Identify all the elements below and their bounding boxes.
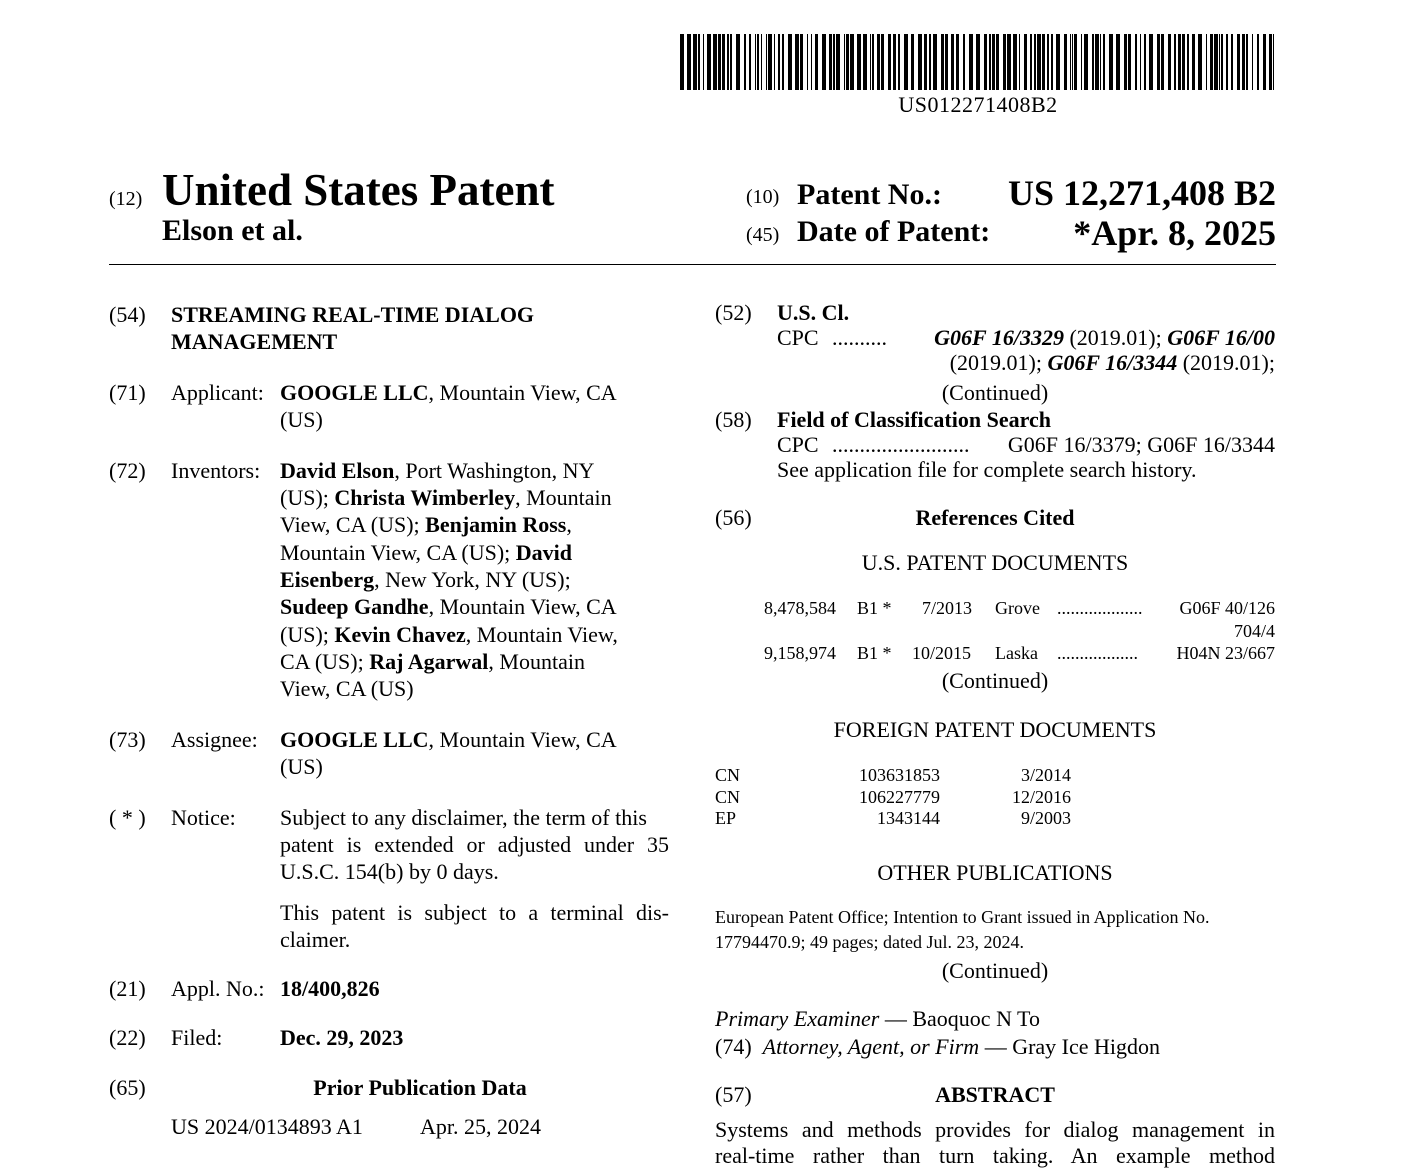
abstract-heading: ABSTRACT xyxy=(935,1082,1055,1107)
barcode-bar xyxy=(811,34,812,90)
inventors-line2 xyxy=(280,485,612,511)
patent-number: US 12,271,408 B2 xyxy=(1007,173,1276,213)
barcode-bar xyxy=(680,34,684,90)
barcode-bar xyxy=(1019,34,1020,90)
prior-publication-number: US 2024/0134893 A1 xyxy=(171,1114,363,1139)
us-ref-number: 9,158,974 xyxy=(764,643,836,663)
barcode-bar xyxy=(1231,34,1233,90)
barcode-bar xyxy=(984,34,987,90)
code-74: (74) xyxy=(715,1034,752,1059)
barcode-bar xyxy=(730,34,732,90)
header-rule xyxy=(109,264,1276,265)
barcode-bar xyxy=(1030,34,1032,90)
barcode-bar xyxy=(996,34,999,90)
search-dots: ......................... xyxy=(832,432,970,457)
us-cl-cpc-label: CPC xyxy=(777,325,819,350)
barcode-bar xyxy=(722,34,725,90)
document-title: United States Patent xyxy=(162,165,555,215)
notice-text-line3: U.S.C. 154(b) by 0 days. xyxy=(280,859,499,884)
applicant-line2: (US) xyxy=(280,407,323,432)
prior-publication-date: Apr. 25, 2024 xyxy=(420,1114,541,1139)
foreign-ref-number: 1343144 xyxy=(877,808,940,828)
barcode-bar xyxy=(757,34,759,90)
barcode-bar xyxy=(1072,34,1073,90)
other-publication-line2: 17794470.9; 49 pages; dated Jul. 23, 2024. xyxy=(715,932,1024,952)
barcode-bar xyxy=(1168,34,1171,90)
assignee-location: , Mountain View, CA xyxy=(428,727,617,752)
inventor-location: CA (US); xyxy=(280,649,370,674)
appl-no-label: Appl. No.: xyxy=(171,976,265,1001)
us-ref-class: H04N 23/667 xyxy=(1176,643,1275,663)
barcode-bar xyxy=(1084,34,1088,90)
inventor-name: Benjamin Ross xyxy=(425,512,567,537)
code-54: (54) xyxy=(109,302,146,327)
disclaimer-text-line1: This patent is subject to a terminal dis- xyxy=(280,900,669,925)
barcode-bar xyxy=(1257,34,1259,90)
cpc-version: (2019.01); xyxy=(1063,325,1168,350)
barcode-bar xyxy=(800,34,803,90)
barcode-bar xyxy=(1003,34,1006,90)
barcode-bar xyxy=(761,34,762,90)
barcode-bar xyxy=(1074,34,1077,90)
inventor-location: Mountain View, CA (US); xyxy=(280,540,516,565)
barcode-bar xyxy=(795,34,799,90)
code-10: (10) xyxy=(746,186,780,208)
attorney xyxy=(715,1034,1160,1060)
foreign-ref-country: EP xyxy=(715,808,737,828)
barcode-bar xyxy=(807,34,808,90)
code-21: (21) xyxy=(109,976,146,1001)
code-72: (72) xyxy=(109,458,146,483)
foreign-ref-country: CN xyxy=(715,765,741,785)
foreign-patent-docs-heading: FOREIGN PATENT DOCUMENTS xyxy=(833,717,1157,742)
us-cl-line2 xyxy=(950,350,1275,376)
barcode-bar xyxy=(1051,34,1053,90)
assignee-label: Assignee: xyxy=(171,727,258,752)
other-publications-heading: OTHER PUBLICATIONS xyxy=(877,860,1113,885)
applicant-location: , Mountain View, CA xyxy=(428,380,617,405)
barcode-number: US012271408B2 xyxy=(898,92,1058,117)
us-ref-kind: B1 * xyxy=(857,643,892,663)
other-publication-line1: European Patent Office; Intention to Grant issued in Application No. xyxy=(715,907,1210,927)
barcode-bar xyxy=(836,34,840,90)
code-65: (65) xyxy=(109,1075,146,1100)
barcode-bar xyxy=(1047,34,1049,90)
us-cl-dots: .......... xyxy=(832,325,887,350)
barcode-bar xyxy=(1252,34,1253,90)
assignee-name: GOOGLE LLC xyxy=(280,727,429,752)
barcode-bar xyxy=(924,34,927,90)
code-57: (57) xyxy=(715,1082,752,1107)
us-cl-line1 xyxy=(934,325,1275,351)
barcode-bar xyxy=(687,34,691,90)
barcode-bar xyxy=(1064,34,1067,90)
barcode-bar xyxy=(707,34,711,90)
attorney-label: Attorney, Agent, or Firm xyxy=(762,1034,980,1059)
foreign-ref-date: 3/2014 xyxy=(1020,765,1071,785)
invention-title-line2: MANAGEMENT xyxy=(171,329,338,354)
barcode-bar xyxy=(1210,34,1213,90)
barcode-bar xyxy=(703,34,704,90)
barcode-bar xyxy=(693,34,697,90)
barcode-bar xyxy=(941,34,944,90)
prior-publication-heading: Prior Publication Data xyxy=(313,1075,527,1100)
barcode-bar xyxy=(1070,34,1071,90)
barcode-bar xyxy=(1124,34,1127,90)
us-ref-dots: ................... xyxy=(1057,598,1143,618)
primary-examiner-name: — Baoquoc N To xyxy=(879,1006,1040,1031)
code-notice: ( * ) xyxy=(109,805,146,830)
inventor-short: Elson et al. xyxy=(162,214,303,247)
barcode-bar xyxy=(768,34,772,90)
barcode-bar xyxy=(1242,34,1245,90)
inventor-location: (US); xyxy=(280,485,335,510)
barcode-bar xyxy=(1157,34,1160,90)
barcode-bar xyxy=(1144,34,1146,90)
foreign-ref-date: 9/2003 xyxy=(1020,808,1071,828)
barcode-bar xyxy=(1140,34,1141,90)
inventor-name: David Elson xyxy=(280,458,395,483)
us-ref-number: 8,478,584 xyxy=(764,598,836,618)
us-ref-name: Laska xyxy=(995,643,1038,663)
barcode-bar xyxy=(829,34,832,90)
barcode-bar xyxy=(1187,34,1189,90)
barcode-bar xyxy=(870,34,871,90)
barcode-bar xyxy=(898,34,900,90)
barcode-bar xyxy=(945,34,948,90)
us-cl-continued: (Continued) xyxy=(941,380,1049,405)
barcode-bar xyxy=(1007,34,1011,90)
us-ref-date: 10/2015 xyxy=(912,643,972,663)
barcode-bar xyxy=(992,34,995,90)
barcode-bar xyxy=(929,34,931,90)
cpc-class: G06F 16/3329 xyxy=(934,325,1064,350)
barcode-bar xyxy=(778,34,780,90)
barcode-bar xyxy=(736,34,740,90)
foreign-ref-date: 12/2016 xyxy=(1011,787,1071,807)
code-56: (56) xyxy=(715,505,752,530)
code-73: (73) xyxy=(109,727,146,752)
notice-label: Notice: xyxy=(171,805,236,830)
barcode-bar xyxy=(1246,34,1248,90)
barcode-bar xyxy=(713,34,717,90)
inventors-line9: View, CA (US) xyxy=(280,676,414,701)
date-of-patent-label: Date of Patent: xyxy=(797,215,991,248)
barcode-bar xyxy=(850,34,854,90)
barcode-bar xyxy=(989,34,991,90)
search-cpc-value: G06F 16/3379; G06F 16/3344 xyxy=(1007,432,1275,457)
barcode-bar xyxy=(1149,34,1153,90)
barcode-bar xyxy=(1219,34,1220,90)
abstract-line1: Systems and methods provides for dialog management in xyxy=(715,1117,1275,1142)
filed-label: Filed: xyxy=(171,1025,223,1050)
barcode-bar xyxy=(1269,34,1272,90)
barcode-bar xyxy=(774,34,775,90)
inventors-label: Inventors: xyxy=(171,458,261,483)
inventor-name: Sudeep Gandhe xyxy=(280,594,429,619)
notice-text-line2: patent is extended or adjusted under 35 xyxy=(280,832,669,857)
us-ref-kind: B1 * xyxy=(857,598,892,618)
barcode-bar xyxy=(893,34,896,90)
barcode-bar xyxy=(1182,34,1185,90)
barcode-bar xyxy=(863,34,867,90)
barcode-bar xyxy=(933,34,937,90)
barcode-bar xyxy=(788,34,792,90)
barcode-bar xyxy=(846,34,849,90)
barcode-bar xyxy=(976,34,980,90)
barcode-bar xyxy=(1081,34,1082,90)
filed-value: Dec. 29, 2023 xyxy=(280,1025,404,1050)
code-52: (52) xyxy=(715,300,752,325)
inventor-location: , Mountain View, xyxy=(465,622,618,647)
inventors-line3 xyxy=(280,512,572,538)
inventor-location: , Port Washington, NY xyxy=(394,458,595,483)
barcode-bar xyxy=(951,34,954,90)
foreign-ref-number: 103631853 xyxy=(859,765,940,785)
barcode-bar xyxy=(815,34,818,90)
barcode-bar xyxy=(911,34,914,90)
us-ref-name: Grove xyxy=(995,598,1040,618)
us-cl-label: U.S. Cl. xyxy=(777,300,850,325)
barcode-bar xyxy=(1095,34,1099,90)
barcode-bar xyxy=(1034,34,1036,90)
inventors-line1 xyxy=(280,458,594,484)
barcode-bar xyxy=(1263,34,1266,90)
inventors-line6 xyxy=(280,594,617,620)
inventor-name: Eisenberg xyxy=(280,567,375,592)
barcode-bar xyxy=(1198,34,1202,90)
primary-examiner-label: Primary Examiner xyxy=(715,1006,880,1031)
search-cpc-label: CPC xyxy=(777,432,819,457)
patent-no-label: Patent No.: xyxy=(797,178,942,211)
barcode-bar xyxy=(1214,34,1218,90)
appl-no-value: 18/400,826 xyxy=(280,976,380,1001)
barcode-bar xyxy=(956,34,959,90)
inventors-line8 xyxy=(280,649,585,675)
barcode-bar xyxy=(963,34,965,90)
barcode-bar xyxy=(918,34,922,90)
cpc-class: G06F 16/3344 xyxy=(1047,350,1178,375)
inventor-location: , Mountain xyxy=(488,649,585,674)
barcode-bar xyxy=(1237,34,1240,90)
barcode-bar xyxy=(1042,34,1045,90)
barcode-bar xyxy=(888,34,891,90)
barcode-bar xyxy=(1100,34,1101,90)
applicant-name: GOOGLE LLC xyxy=(280,380,429,405)
barcode-bar xyxy=(877,34,880,90)
field-of-search-label: Field of Classification Search xyxy=(777,407,1051,432)
barcode-bar xyxy=(969,34,973,90)
barcode-bar xyxy=(749,34,751,90)
barcode-bar xyxy=(766,34,767,90)
barcode-bar xyxy=(833,34,835,90)
us-ref-dots: .................. xyxy=(1057,643,1138,663)
barcode-bar xyxy=(1013,34,1017,90)
barcode-bar xyxy=(1273,34,1274,90)
us-ref-class: G06F 40/126 xyxy=(1179,598,1275,618)
disclaimer-text-line2: claimer. xyxy=(280,927,351,952)
applicant-label: Applicant: xyxy=(171,380,264,405)
cpc-version: (2019.01); xyxy=(949,350,1048,375)
attorney-name: — Gray Ice Higdon xyxy=(979,1034,1161,1059)
inventor-name: Kevin Chavez xyxy=(334,622,466,647)
barcode-bar xyxy=(718,34,721,90)
search-history-note: See application file for complete search history. xyxy=(777,457,1197,482)
cpc-version: (2019.01); xyxy=(1177,350,1275,375)
code-71: (71) xyxy=(109,380,146,405)
code-58: (58) xyxy=(715,407,752,432)
us-ref-class-secondary: 704/4 xyxy=(1233,621,1275,641)
inventor-location: , xyxy=(566,512,572,537)
barcode-bar xyxy=(1056,34,1060,90)
applicant-line1 xyxy=(280,380,617,406)
barcode-bar xyxy=(857,34,861,90)
foreign-ref-number: 106227779 xyxy=(859,787,940,807)
code-45: (45) xyxy=(746,224,780,246)
barcode-bar xyxy=(1206,34,1207,90)
inventor-location: , New York, NY (US); xyxy=(374,567,571,592)
us-patent-docs-heading: U.S. PATENT DOCUMENTS xyxy=(861,550,1129,575)
barcode-bar xyxy=(1109,34,1113,90)
barcode-bar xyxy=(755,34,756,90)
barcode-bar xyxy=(698,34,700,90)
barcode-bar xyxy=(1024,34,1027,90)
inventors-line7 xyxy=(280,622,618,648)
barcode xyxy=(680,34,1276,90)
inventor-location: , Mountain View, CA xyxy=(428,594,617,619)
barcode-bar xyxy=(881,34,884,90)
barcode-bar xyxy=(872,34,874,90)
barcode-bar xyxy=(1103,34,1105,90)
barcode-bar xyxy=(1116,34,1120,90)
inventors-line5 xyxy=(280,567,571,593)
barcode-bar xyxy=(1192,34,1195,90)
references-cited-heading: References Cited xyxy=(915,505,1075,530)
barcode-bar xyxy=(1128,34,1131,90)
us-refs-continued: (Continued) xyxy=(941,668,1049,693)
barcode-bar xyxy=(1221,34,1223,90)
notice-text-line1: Subject to any disclaimer, the term of this xyxy=(280,805,647,830)
inventor-name: Christa Wimberley xyxy=(334,485,516,510)
inventor-location: (US); xyxy=(280,622,335,647)
inventor-name: David xyxy=(515,540,573,565)
barcode-bar xyxy=(1161,34,1164,90)
abstract-line2: real-time rather than turn taking. An example method xyxy=(715,1143,1275,1168)
inventor-location: , Mountain xyxy=(515,485,612,510)
barcode-bar xyxy=(844,34,845,90)
barcode-bar xyxy=(904,34,908,90)
barcode-bar xyxy=(822,34,826,90)
inventors-line4 xyxy=(280,540,572,566)
assignee-line1 xyxy=(280,727,617,753)
barcode-bar xyxy=(1092,34,1094,90)
assignee-line2: (US) xyxy=(280,754,323,779)
barcode-bar xyxy=(1178,34,1181,90)
barcode-bar xyxy=(782,34,784,90)
barcode-bar xyxy=(1174,34,1176,90)
barcode-bar xyxy=(1037,34,1041,90)
primary-examiner xyxy=(715,1006,1040,1032)
date-of-patent: *Apr. 8, 2025 xyxy=(1073,213,1276,253)
barcode-bar xyxy=(1135,34,1137,90)
inventor-name: Raj Agarwal xyxy=(369,649,489,674)
code-12: (12) xyxy=(109,188,143,210)
barcode-bar xyxy=(1226,34,1228,90)
foreign-ref-country: CN xyxy=(715,787,741,807)
invention-title-line1: STREAMING REAL-TIME DIALOG xyxy=(171,302,535,327)
code-22: (22) xyxy=(109,1025,146,1050)
barcode-bar xyxy=(727,34,729,90)
other-publications-continued: (Continued) xyxy=(941,958,1049,983)
inventor-location: View, CA (US); xyxy=(280,512,426,537)
cpc-class: G06F 16/00 xyxy=(1167,325,1275,350)
barcode-bar xyxy=(744,34,746,90)
us-ref-date: 7/2013 xyxy=(922,598,973,618)
